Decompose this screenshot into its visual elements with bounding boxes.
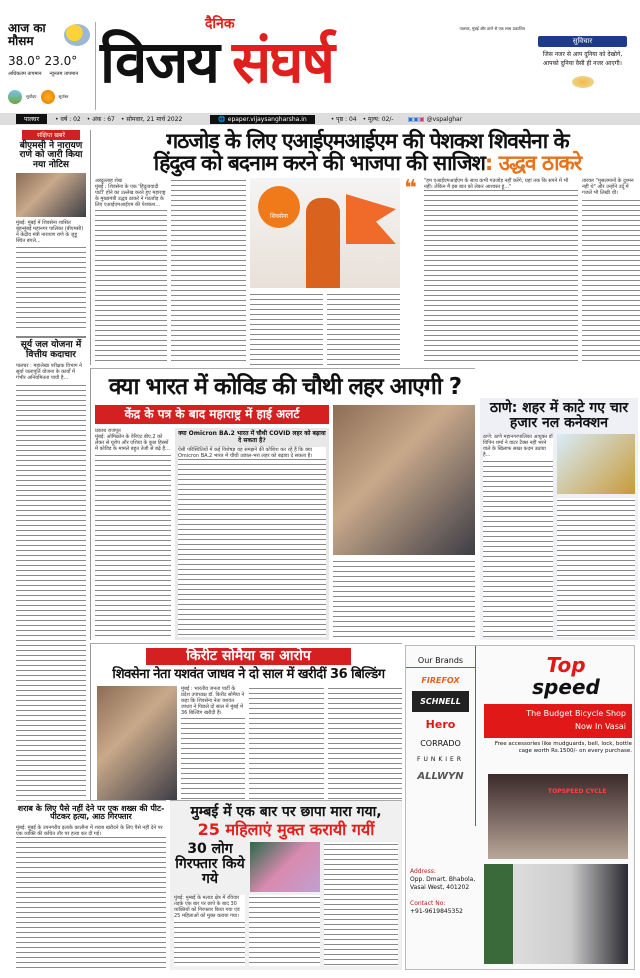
contact-number: +91-9619845352: [410, 908, 464, 915]
brand-small: दैनिक: [205, 16, 235, 33]
vaccination-photo: [333, 405, 475, 555]
lead-text-col-2: [171, 178, 246, 365]
uddhav-photo: [250, 178, 400, 288]
address-text: Opp. Dmart, Bhabola, Vasai West, 401202: [410, 876, 476, 891]
lead-headline-line-2: हिंदुत्व को बदनाम करने की भाजपा की साजिश: [153, 151, 485, 176]
store-interior-photo: [484, 864, 628, 964]
lead-text-col-3: [250, 292, 323, 365]
lead-headline: [95, 130, 640, 174]
brand-corrado: CORRADO: [420, 739, 461, 748]
covid-headline: क्या भारत में कोविड की चौथी लहर आएगी ?: [108, 374, 462, 400]
covid-story: [90, 368, 475, 640]
rane-photo: [16, 173, 86, 217]
somaiya-photo: [97, 686, 177, 800]
address-label: Address:: [410, 868, 436, 875]
sunset-label: सूर्यास्त: [58, 94, 69, 99]
somaiya-text-3: [328, 686, 403, 800]
min-label: न्यूनतम तापमान: [49, 71, 79, 77]
brand-allwyn: ALLWYN: [417, 771, 464, 782]
thane-text: [483, 434, 553, 637]
lead-quote-text: "हम एआईएमआईएम के साथ कभी गठजोड़ नहीं करेंगे, यहां तक कि सपने में भी नहीं। लेकिन मैं इस बात को लेकर आश्वस्त हूं...": [424, 178, 578, 190]
raid-story: [170, 800, 402, 970]
brand-firefox: FIREFOX: [421, 676, 460, 685]
lead-text-col-4: [327, 292, 400, 365]
covid-byline: प्रकाश राजपूत: [95, 428, 171, 434]
omicron-box-title: क्या Omicron BA.2 भारत में चौथी COVID लहर को बढ़ावा दे सकता है?: [178, 430, 326, 444]
website-link[interactable]: 🌐 epaper.vijaysangharsha.in: [210, 115, 314, 124]
lead-text-2: तारकर "मुसलमानों के दुश्मन नहीं थे" और उन्होंने उर्दू में गजलें भी लिखी थीं।: [582, 178, 640, 196]
social-handle: @vspalghar: [426, 115, 463, 123]
social-icons[interactable]: ▣▣▣: [407, 115, 425, 123]
website-text: epaper.vijaysangharsha.in: [227, 115, 307, 123]
lead-story: [90, 130, 640, 365]
omicron-box-text: ऐसी परिस्थितियों में कई विशेषज्ञ यह समझने की कोशिश कर रहे हैं कि क्या Omicron BA.2 भारत में चौथी उछाल-भरा लहर को बढ़ावा दे सकता है।: [178, 447, 326, 459]
sun-cloud-icon: [64, 24, 90, 46]
max-temp: 38.0°: [8, 54, 41, 68]
sunset-icon: [41, 90, 55, 104]
brand-funkier: FUNKIER: [417, 756, 464, 763]
sharab-text-snippet: मुंबई: मुंबई के उपनगरीय इलाके कालीना में शराब खरीदने के लिए पैसे नहीं देने पर एक व्यक्ति की कथित तौर पर हत्या कर दी गई।: [16, 825, 166, 837]
covid-text: [95, 428, 171, 640]
ad-offer: Free accessories like mudguards, bell, lock, bottle cage worth Rs.1500/- on every purchase.: [494, 741, 632, 754]
briefs-tag: संक्षिप्त खबरें: [22, 130, 80, 140]
logo-top: Top: [546, 653, 586, 677]
lead-text: मुंबई : शिवसेना के एक 'हिंदुत्ववादी पार्टी' होने का उल्लेख करते हुए महाराष्ट्र के मुख्यमंत्री उद्धव ठाकरे ने गठजोड़ के लिए एआईएमआईएम की पेशकश...: [95, 184, 166, 209]
min-temp: 23.0°: [44, 54, 78, 68]
thane-story: [480, 398, 638, 640]
raid-text-snippet: मुंबई: मुम्बई के मलाड क्षेत्र में रविवार तड़के एक बार पर छापे के बाद 30 व्यक्तियों को गिरफ्तार किया गया एवं 25 महिलाओं को मुक्त कराया गया।: [174, 895, 245, 919]
info-bar: [0, 113, 640, 125]
brands-title: Our Brands: [406, 656, 475, 668]
topspeed-logo: [506, 654, 626, 698]
lead-byline: अब्दुल्लाह शेख: [95, 178, 167, 184]
ad-address: [410, 868, 482, 916]
issue-label: • अंक : 67: [86, 116, 115, 123]
quote-mark-icon: ❝: [404, 176, 417, 202]
brief-headline-2: सूर्य जल योजना में वित्तीय कदाचार: [16, 336, 86, 360]
year-label: • वर्ष : 02: [55, 116, 81, 123]
logo-bottom: speed: [532, 675, 600, 699]
newspaper-logo: [100, 16, 525, 112]
somaiya-kicker: किरीट सोमैया का आरोप: [146, 648, 351, 665]
lead-text-col-1: [95, 178, 167, 365]
raid-headline-1: मुम्बई में एक बार पर छापा मारा गया,: [190, 804, 382, 820]
somaiya-text-1: [181, 686, 245, 800]
somaiya-story: [90, 643, 402, 800]
sharab-story: [16, 800, 166, 970]
suvichar-text: जिस नजर से आप दुनिया को देखोगे, आपको दुनिया वैसी ही नजर आएगी।: [542, 51, 623, 67]
sunrise-icon: [8, 90, 22, 104]
city-label: पालघर: [16, 114, 47, 124]
tap-photo: [557, 434, 635, 494]
store-sign: TOPSPEED CYCLE: [548, 788, 607, 795]
sunrise-label: सूर्योदय: [26, 94, 37, 99]
left-column: [16, 130, 86, 800]
somaiya-text-2: [249, 686, 324, 800]
somaiya-headline: शिवसेना नेता यशवंत जाधव ने दो साल में खरीदीं 36 बिल्डिंग: [112, 667, 385, 683]
contact-label: Contact No:: [410, 900, 446, 907]
lead-headline-accent: : उद्धव ठाकरे: [484, 151, 582, 176]
suvichar-box: [530, 36, 635, 88]
thane-headline: ठाणे: शहर में काटे गए चार हजार नल कनेक्शन: [489, 400, 629, 431]
brief-snippet-2: पालघर : महालेखा परीक्षक विभाग ने सूर्या जलापूर्ति योजना के कार्यों में गंभीर अनियमितता पायी है...: [16, 363, 86, 381]
brand-left: विजय: [100, 28, 218, 96]
weather-title-2: मौसम: [8, 33, 34, 48]
somaiya-text-snippet: मुंबई : भारतीय जनता पार्टी के प्रदेश उपाध्यक्ष डॉ. किरीट सोमैया ने कहा कि शिवसेना नेता यशवंत जाधव ने पिछले दो साल में मुंबई में 36 बिल्डिंग खरीदी हैं।: [181, 686, 245, 717]
brief-text-2: [16, 363, 86, 800]
raid-photo: [250, 842, 320, 892]
covid-text-snippet: मुंबई: ओमिक्रोन के वेरिएंट बीए.2 को लेकर से यूरोप और एशिया के कुछ हिस्सों में कोविड के मामले बहुत तेजी से बढ़े हैं...: [95, 434, 170, 453]
banner-line-1: The Budget Bicycle Shop: [526, 709, 626, 718]
lead-headline-line-1: गठजोड़ के लिए एआईएमआईएम की पेशकश शिवसेना के: [166, 129, 569, 153]
sharab-text: [16, 825, 166, 970]
banner-line-2: Now In Vasai: [575, 722, 626, 731]
sharab-headline: शराब के लिए पैसे नहीं देने पर एक शख्स की पीट-पीटकर हत्या, आठ गिरफ्तार: [17, 804, 165, 822]
brief-snippet-1: मुंबई: मुंबई में शिवसेना शासित बृहन्मुंबई महानगर पालिका (बीएमसी) ने केंद्रीय मंत्री नारायण राणे के जुहू स्थित बंगले...: [16, 220, 86, 244]
covid-text-col-3: [333, 559, 475, 640]
brands-panel: [406, 646, 476, 826]
tagline: पालघर, मुंबई और ठाणे से एक साथ प्रकाशित: [459, 26, 525, 31]
topspeed-ad[interactable]: [405, 645, 635, 970]
brief-text-1: [16, 220, 86, 330]
brief-headline-1: बीएमसी ने नारायण राणे को जारी किया नया नोटिस: [19, 141, 83, 170]
date-label: • सोमवार, 21 मार्च 2022: [120, 116, 183, 123]
thane-text-2: [557, 498, 635, 637]
weather-title-1: आज का: [8, 21, 46, 35]
thane-text-snippet: ठाणे: ठाणे महानगरपालिका आयुक्त डॉ विपिन शर्मा ने वाटर टैक्स नहीं भरने वाले के खिलाफ सख्त कदम उठाया है...: [483, 434, 553, 459]
covid-subhead: केंद्र के पत्र के बाद महाराष्ट्र में हाई अलर्ट: [95, 405, 329, 424]
flower-icon: [572, 76, 594, 88]
raid-text-1: [174, 895, 245, 966]
lead-text-col-5: [582, 178, 640, 365]
shivsena-logo: [258, 186, 300, 228]
raid-text-3: [324, 842, 398, 966]
price-label: • मूल्य: 02/-: [362, 116, 394, 123]
brand-hero: Hero: [425, 718, 456, 731]
omicron-box: [175, 428, 329, 640]
brand-schnell: SCHNELL: [412, 691, 469, 712]
raid-text-2: [249, 895, 320, 966]
raid-side-heading: 30 लोग गिरफ्तार किये गये: [175, 841, 245, 887]
max-label: अधिकतम तापमान: [8, 71, 42, 77]
raid-headline-2: 25 महिलाएं मुक्त करायी गयीं: [197, 819, 375, 839]
photo-caption: शिवसेना: [270, 213, 288, 221]
brand-right: संघर्ष: [231, 28, 333, 96]
suvichar-title: सुविचार: [538, 36, 627, 47]
ad-banner: [484, 704, 632, 738]
store-front-photo: [488, 774, 628, 859]
weather-box: [8, 22, 96, 110]
pages-label: • पृष्ठ : 04: [330, 116, 357, 123]
lead-quote: [424, 178, 578, 365]
